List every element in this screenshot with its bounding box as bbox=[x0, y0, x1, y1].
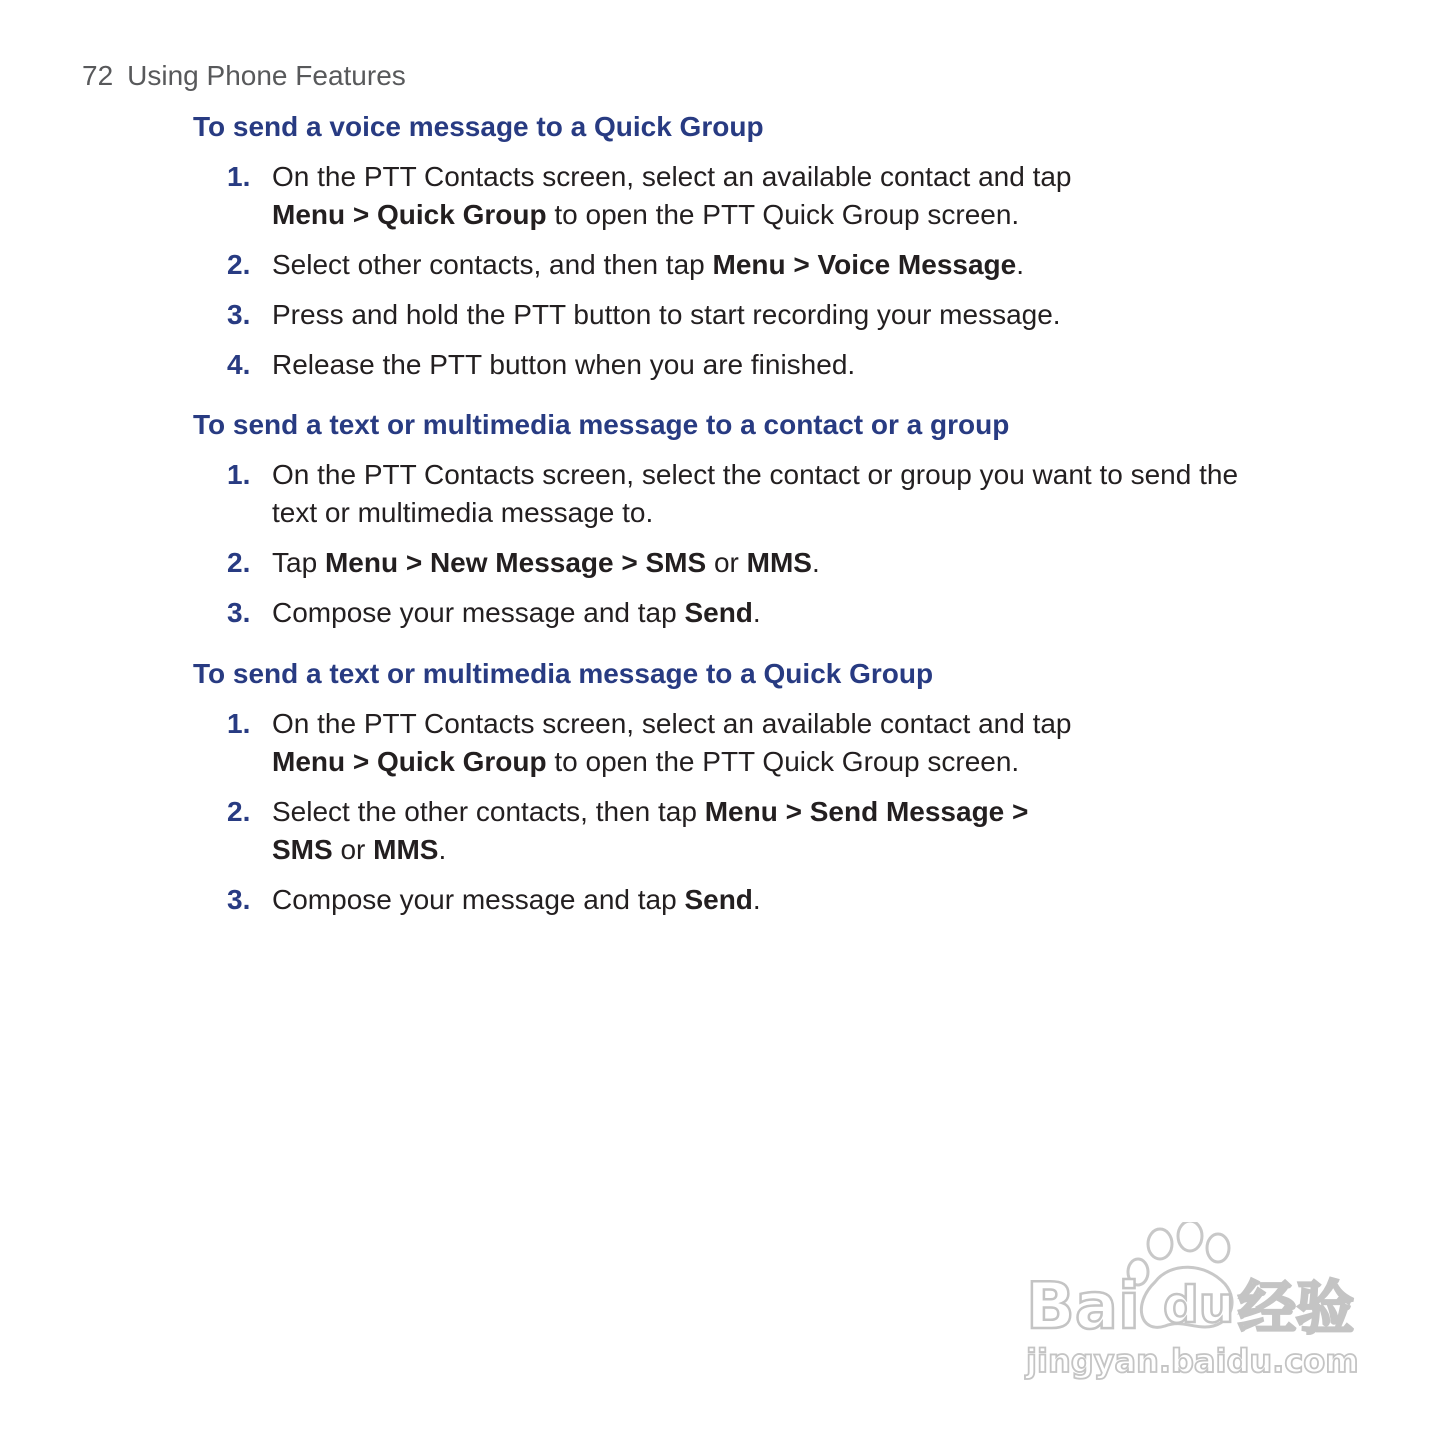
step-text-line bbox=[272, 246, 1343, 284]
instruction-text: or bbox=[332, 834, 374, 865]
instruction-text: or bbox=[706, 547, 747, 578]
step-number: 1. bbox=[227, 708, 251, 739]
instruction-text: On the PTT Contacts screen, select the contact or group you want to send the bbox=[272, 459, 1239, 490]
instruction-text: Select the other contacts, then tap bbox=[272, 796, 705, 827]
ui-command-text: Send bbox=[684, 884, 753, 915]
step-text bbox=[272, 705, 1343, 781]
step-3 bbox=[193, 594, 1343, 632]
step-text bbox=[272, 881, 1343, 919]
page-header bbox=[82, 56, 406, 96]
step-text-line bbox=[272, 594, 1343, 632]
instruction-text: Tap bbox=[272, 547, 325, 578]
step-text-line bbox=[272, 456, 1343, 494]
step-text-line bbox=[272, 296, 1343, 334]
instruction-text: Compose your message and tap bbox=[272, 597, 685, 628]
step-number: 3. bbox=[227, 884, 251, 915]
step-number: 3. bbox=[227, 299, 251, 330]
step-text-line bbox=[272, 793, 1343, 831]
svg-text:jingyan.baidu.com: jingyan.baidu.com bbox=[1026, 1342, 1359, 1380]
section-title: To send a voice message to a Quick Group bbox=[193, 111, 764, 142]
step-text-line bbox=[272, 544, 1343, 582]
chapter-title: Using Phone Features bbox=[127, 60, 406, 91]
step-number: 1. bbox=[227, 459, 251, 490]
step-text-line bbox=[272, 743, 1343, 781]
step-4 bbox=[193, 346, 1343, 384]
step-number: 2. bbox=[227, 547, 251, 578]
instruction-text: Press and hold the PTT button to start recording your message. bbox=[272, 299, 1061, 330]
step-text bbox=[272, 346, 1343, 384]
page-number: 72 bbox=[82, 60, 114, 91]
step-number: 1. bbox=[227, 161, 251, 192]
step-text-line bbox=[272, 831, 1343, 869]
instruction-text: . bbox=[811, 547, 820, 578]
ui-command-text: Menu > Quick Group bbox=[272, 199, 547, 230]
step-text bbox=[272, 296, 1343, 334]
ui-command-text: Menu > Send Message > bbox=[704, 796, 1029, 827]
section-title: To send a text or multimedia message to a Quick Group bbox=[193, 658, 934, 689]
step-text bbox=[272, 158, 1343, 234]
instruction-text: . bbox=[1016, 249, 1025, 280]
step-number: 2. bbox=[227, 249, 251, 280]
section-text-message-quick-group bbox=[193, 655, 1343, 919]
instruction-text: . bbox=[438, 834, 447, 865]
instruction-text: . bbox=[752, 884, 761, 915]
svg-text:经验: 经验 bbox=[1238, 1274, 1355, 1342]
step-3 bbox=[193, 296, 1343, 334]
instruction-text: to open the PTT Quick Group screen. bbox=[546, 199, 1020, 230]
ui-command-text: Menu > New Message > SMS bbox=[324, 547, 707, 578]
step-number: 3. bbox=[227, 597, 251, 628]
instruction-text: On the PTT Contacts screen, select an available contact and tap bbox=[272, 161, 1072, 192]
step-text bbox=[272, 544, 1343, 582]
ui-command-text: MMS bbox=[746, 547, 812, 578]
step-text-line bbox=[272, 196, 1343, 234]
steps-list bbox=[193, 158, 1343, 384]
step-text-line bbox=[272, 158, 1343, 196]
step-2 bbox=[193, 544, 1343, 582]
step-3 bbox=[193, 881, 1343, 919]
step-1 bbox=[193, 705, 1343, 781]
instruction-text: . bbox=[752, 597, 761, 628]
step-text bbox=[272, 246, 1343, 284]
step-1 bbox=[193, 158, 1343, 234]
instruction-text: Select other contacts, and then tap bbox=[272, 249, 713, 280]
step-number: 2. bbox=[227, 796, 251, 827]
ui-command-text: SMS bbox=[272, 834, 333, 865]
section-voice-message-quick-group bbox=[193, 108, 1343, 384]
ui-command-text: Menu > Voice Message bbox=[712, 249, 1017, 280]
ui-command-text: Menu > Quick Group bbox=[272, 746, 547, 777]
step-2 bbox=[193, 246, 1343, 284]
svg-text:Bai: Bai bbox=[1026, 1270, 1140, 1344]
step-2 bbox=[193, 793, 1343, 869]
ui-command-text: Send bbox=[684, 597, 753, 628]
instruction-text: Compose your message and tap bbox=[272, 884, 685, 915]
step-text-line bbox=[272, 881, 1343, 919]
ui-command-text: MMS bbox=[373, 834, 439, 865]
svg-text:du: du bbox=[1163, 1276, 1235, 1334]
section-title: To send a text or multimedia message to a contact or a group bbox=[193, 409, 1010, 440]
baidu-jingyan-watermark bbox=[1020, 1222, 1360, 1392]
instruction-text: On the PTT Contacts screen, select an available contact and tap bbox=[272, 708, 1072, 739]
step-text-line bbox=[272, 494, 1343, 532]
step-1 bbox=[193, 456, 1343, 532]
step-text-line bbox=[272, 705, 1343, 743]
steps-list bbox=[193, 705, 1343, 919]
step-text bbox=[272, 594, 1343, 632]
step-text bbox=[272, 793, 1343, 869]
step-number: 4. bbox=[227, 349, 251, 380]
instruction-text: text or multimedia message to. bbox=[272, 497, 654, 528]
step-text-line bbox=[272, 346, 1343, 384]
instruction-text: to open the PTT Quick Group screen. bbox=[546, 746, 1020, 777]
instruction-text: Release the PTT button when you are finished. bbox=[272, 349, 856, 380]
steps-list bbox=[193, 456, 1343, 632]
section-text-message-contact-group bbox=[193, 406, 1343, 632]
step-text bbox=[272, 456, 1343, 532]
